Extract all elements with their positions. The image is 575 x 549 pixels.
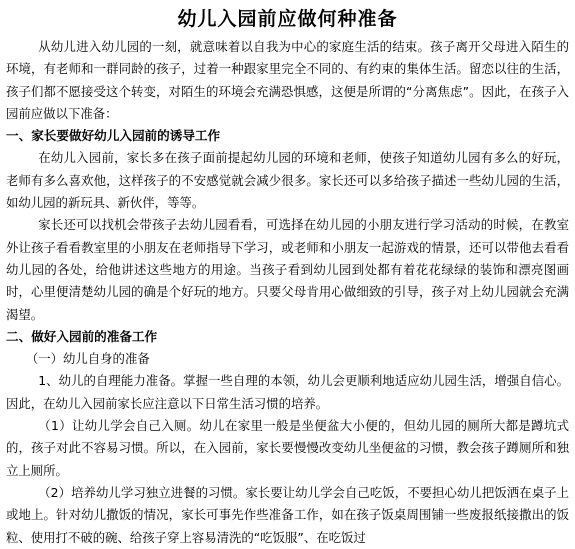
section-1-paragraph-1: 在幼儿入园前，家长多在孩子面前提起幼儿园的环境和老师，使孩子知道幼儿园有多么的好玩，老师有多么喜欢他，这样孩子的不安感觉就会减少很多。家长还可以多给孩子描述一些幼儿园的生活，如幼儿园的新玩具、新伙伴，等等。 xyxy=(6,150,569,211)
section-2-subheading: （一）幼儿自身的准备 xyxy=(25,351,150,367)
document-title: 幼儿入园前应做何种准备 xyxy=(177,8,398,30)
section-2-paragraph-3: （2）培养幼儿学习独立进餐的习惯。家长要让幼儿学会自己吃饭，不要担心幼儿把饭洒在桌子上或地上。针对幼儿撒饭的情况，家长可事先作些准备工作，如在孩子饭桌周围铺一些废报纸接撒出的饭粒、使用打不破的碗、给孩子穿上容易清洗的“吃饭服”、在吃饭过 xyxy=(6,484,569,545)
section-1-heading: 一、家长要做好幼儿入园前的诱导工作 xyxy=(6,128,221,144)
section-2-paragraph-1: 1、幼儿的自理能力准备。掌握一些自理的本领，幼儿会更顺利地适应幼儿园生活，增强自信心。因此，在幼儿入园前家长应注意以下日常生活习惯的培养。 xyxy=(6,373,569,411)
section-1-paragraph-2: 家长还可以找机会带孩子去幼儿园看看，可选择在幼儿园的小朋友进行学习活动的时候，在教室外让孩子看看教室里的小朋友在老师指导下学习，或老师和小朋友一起游戏的情景，还可以带他去看看幼儿园的各处，给他讲述这些地方的用途。当孩子看到幼儿园到处都有着花花绿绿的装饰和漂亮图画时，心里便清楚幼儿园的确是个好玩的地方。只要父母肯用心做细致的引导，孩子对上幼儿园就会充满渴望。 xyxy=(6,217,569,322)
section-2-heading: 二、做好入园前的准备工作 xyxy=(6,328,158,344)
section-2-paragraph-2: （1）让幼儿学会自己入厕。幼儿在家里一般是坐便盆大小便的，但幼儿园的厕所大都是蹲坑式的，孩子对此不容易习惯。所以，在入园前，家长要慢慢改变幼儿坐便盆的习惯，教会孩子蹲厕所和独立上厕所。 xyxy=(6,418,569,478)
intro-paragraph: 从幼儿进入幼儿园的一刻，就意味着以自我为中心的家庭生活的结束。孩子离开父母进入陌生的环境，有老师和一群同龄的孩子，过着一种跟家里完全不同的、有约束的集体生活。留恋以往的生活，孩子们都不愿接受这个转变，对陌生的环境会充满恐惧感，这便是所谓的“分离焦虑”。因此，在孩子入园前应做以下准备： xyxy=(6,39,569,121)
